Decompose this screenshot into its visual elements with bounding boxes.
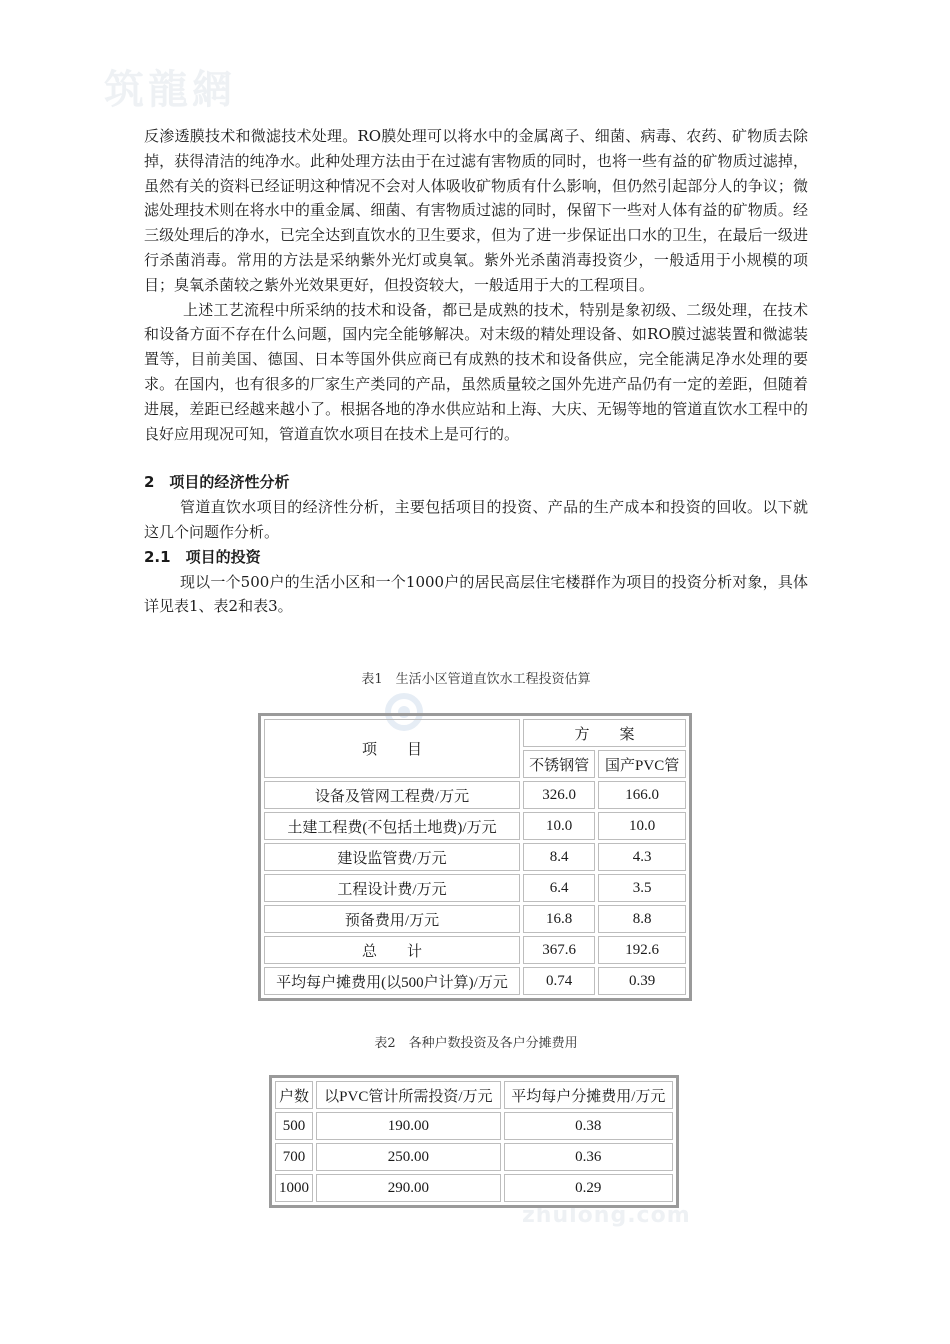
header-item: 项 目 <box>264 719 520 778</box>
table-1-caption: 表1 生活小区管道直饮水工程投资估算 <box>361 672 591 687</box>
table-row <box>275 1112 673 1140</box>
document-body <box>144 124 808 619</box>
table-row <box>264 843 686 871</box>
row-value-b: 0.39 <box>598 967 686 995</box>
row-investment: 250.00 <box>316 1143 500 1171</box>
table-2-caption: 表2 各种户数投资及各户分摊费用 <box>374 1036 578 1051</box>
table-row <box>264 967 686 995</box>
watermark-url: zhulong.com <box>522 1203 691 1228</box>
table-row <box>264 812 686 840</box>
section-2-text: 管道直饮水项目的经济性分析，主要包括项目的投资、产品的生产成本和投资的回收。以下就这几个问题作分析。 <box>144 498 808 541</box>
watermark-logo-text: 筑龍網 <box>104 67 236 113</box>
table-row <box>264 874 686 902</box>
paragraph-technology: 上述工艺流程中所采纳的技术和设备，都已是成熟的技术，特别是象初级、二级处理，在技术和设备方面不存在什么问题，国内完全能够解决。对末级的精处理设备、如RO膜过滤装置和微滤装置等，目前美国、德国、日本等国外供应商已有成熟的技术和设备供应，完全能满足净水处理的要求。在国内，也有很多的厂家生产类同的产品，虽然质量较之国外先进产品仍有一定的差距，但随着进展，差距已经越来越小了。根据各地的净水供应站和上海、大庆、无锡等地的管道直饮水工程中的良好应用现况可知，管道直饮水项目在技术上是可行的。 <box>144 300 808 443</box>
investment-table-1 <box>258 713 692 1001</box>
row-item: 平均每户摊费用(以500户计算)/万元 <box>264 967 520 995</box>
header-pvc: 国产PVC管 <box>598 750 686 778</box>
section-2-1-heading: 2.1 项目的投资 <box>144 547 261 566</box>
row-value-b: 8.8 <box>598 905 686 933</box>
paragraph-ro-treatment: 反渗透膜技术和微滤技术处理。RO膜处理可以将水中的金属离子、细菌、病毒、农药、矿物质去除掉，获得清洁的纯净水。此种处理方法由于在过滤有害物质的同时，也将一些有益的矿物质过滤掉，虽然有关的资料已经证明这种情况不会对人体吸收矿物质有什么影响，但仍然引起部分人的争议；微滤处理技术则在将水中的重金属、细菌、有害物质过滤的同时，保留下一些对人体有益的矿物质。经三级处理后的净水，已完全达到直饮水的卫生要求，但为了进一步保证出口水的卫生，在最后一级进行杀菌消毒。常用的方法是采纳紫外光灯或臭氧。紫外光杀菌消毒投资少，一般适用于小规模的项目；臭氧杀菌较之紫外光效果更好，但投资较大，一般适用于大的工程项目。 <box>144 127 808 294</box>
row-item: 设备及管网工程费/万元 <box>264 781 520 809</box>
row-value-b: 10.0 <box>598 812 686 840</box>
row-value-a: 6.4 <box>523 874 595 902</box>
header-plan: 方 案 <box>523 719 686 747</box>
row-item: 总 计 <box>264 936 520 964</box>
row-value-a: 326.0 <box>523 781 595 809</box>
row-investment: 190.00 <box>316 1112 500 1140</box>
row-item: 工程设计费/万元 <box>264 874 520 902</box>
row-value-a: 10.0 <box>523 812 595 840</box>
row-avg-cost: 0.29 <box>504 1174 673 1202</box>
table-row <box>275 1174 673 1202</box>
row-avg-cost: 0.38 <box>504 1112 673 1140</box>
row-value-b: 192.6 <box>598 936 686 964</box>
row-households: 700 <box>275 1143 313 1171</box>
investment-table-2 <box>269 1075 679 1208</box>
section-2-heading: 2 项目的经济性分析 <box>144 473 290 492</box>
row-value-a: 8.4 <box>523 843 595 871</box>
row-item: 预备费用/万元 <box>264 905 520 933</box>
row-investment: 290.00 <box>316 1174 500 1202</box>
row-households: 500 <box>275 1112 313 1140</box>
table-row <box>264 936 686 964</box>
row-value-a: 0.74 <box>523 967 595 995</box>
row-value-b: 3.5 <box>598 874 686 902</box>
row-value-b: 4.3 <box>598 843 686 871</box>
section-2-1-text: 现以一个500户的生活小区和一个1000户的居民高层住宅楼群作为项目的投资分析对象，具体详见表1、表2和表3。 <box>144 572 808 616</box>
row-item: 建设监管费/万元 <box>264 843 520 871</box>
table-row <box>264 781 686 809</box>
header-stainless: 不锈钢管 <box>523 750 595 778</box>
row-avg-cost: 0.36 <box>504 1143 673 1171</box>
row-value-a: 16.8 <box>523 905 595 933</box>
row-value-b: 166.0 <box>598 781 686 809</box>
row-value-a: 367.6 <box>523 936 595 964</box>
table-row <box>264 905 686 933</box>
row-households: 1000 <box>275 1174 313 1202</box>
row-item: 土建工程费(不包括土地费)/万元 <box>264 812 520 840</box>
header-pvc-investment: 以PVC管计所需投资/万元 <box>316 1081 500 1109</box>
header-avg-cost: 平均每户分摊费用/万元 <box>504 1081 673 1109</box>
table-row <box>275 1143 673 1171</box>
header-households: 户数 <box>275 1081 313 1109</box>
